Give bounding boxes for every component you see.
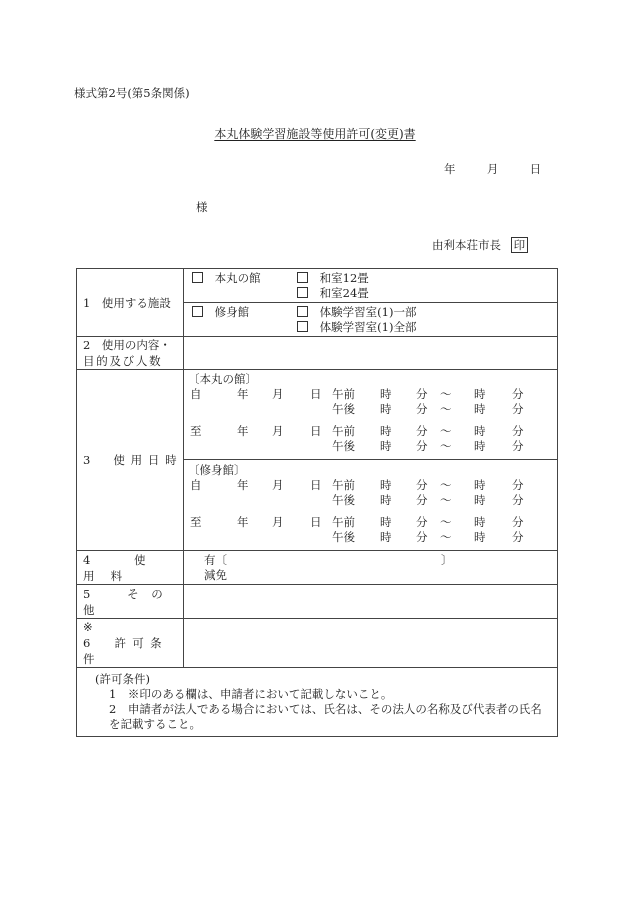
dates-s0-to-pm-hour-end: 時 xyxy=(474,439,486,453)
dates-s1-from-am-tilde: 〜 xyxy=(440,478,452,492)
dates-s0-from-pm-minute: 分 xyxy=(416,402,428,416)
dates-s0-to-label: 至 xyxy=(190,424,202,438)
dates-s1-to-pm-tilde: 〜 xyxy=(440,530,452,544)
dates-s1-from-day: 日 xyxy=(310,478,322,492)
dates-s1-to-day: 日 xyxy=(310,515,322,529)
content-label-line1: 2 使用の内容・ xyxy=(83,338,171,352)
dates-s0-from-pm-hour-end: 時 xyxy=(474,402,486,416)
dates-s0-to-pm-hour: 時 xyxy=(380,439,392,453)
dates-field[interactable] xyxy=(184,370,558,551)
date-month: 月 xyxy=(486,162,499,176)
conditions-label-text: 6 許可条件 xyxy=(83,636,168,666)
note-item-2: 2 申請者が法人である場合においては、氏名は、その法人の名称及び代表者の氏名を記載すること。 xyxy=(109,702,542,731)
form-number: 様式第2号(第5条関係) xyxy=(74,86,190,100)
dates-s0-to-pm-minute: 分 xyxy=(416,439,428,453)
dates-s0-from-day: 日 xyxy=(310,387,322,401)
other-label: 5 その他 xyxy=(77,585,184,619)
facility-honmaru xyxy=(184,269,558,303)
dates-s1-from-am-period: 午前 xyxy=(332,478,355,492)
permit-form-table xyxy=(76,268,558,737)
dates-label: 3 使用日時 xyxy=(77,370,184,551)
room-full-checkbox[interactable] xyxy=(297,321,308,332)
dates-s1-to-am-minute-end: 分 xyxy=(512,515,524,529)
dates-s1-to-pm-minute-end: 分 xyxy=(512,530,524,544)
conditions-mark: ※ xyxy=(83,620,93,634)
dates-s0-to-am-hour: 時 xyxy=(380,424,392,438)
dates-s1-from-pm-hour-end: 時 xyxy=(474,493,486,507)
dates-s1-from-pm-hour: 時 xyxy=(380,493,392,507)
document-title-text: 本丸体験学習施設等使用許可(変更)書 xyxy=(214,127,416,141)
conditions-field[interactable] xyxy=(184,619,558,668)
dates-s0-from-am-minute-end: 分 xyxy=(512,387,524,401)
dates-s0-to-month: 月 xyxy=(272,424,284,438)
notes-box xyxy=(77,668,558,737)
room-full-label: 体験学習室(1)全部 xyxy=(319,320,417,334)
dates-s1-to-am-hour-end: 時 xyxy=(474,515,486,529)
dates-s0-from-am-hour: 時 xyxy=(380,387,392,401)
dates-s1-to-pm-hour: 時 xyxy=(380,530,392,544)
dates-s1-to-month: 月 xyxy=(272,515,284,529)
dates-s1-from-label: 自 xyxy=(190,478,202,492)
dates-s0-to-pm-minute-end: 分 xyxy=(512,439,524,453)
dates-s0-from-label: 自 xyxy=(190,387,202,401)
other-field[interactable] xyxy=(184,585,558,619)
date-day: 日 xyxy=(529,162,542,176)
dates-s0-to-day: 日 xyxy=(310,424,322,438)
fee-bracket-close: 〕 xyxy=(441,553,453,567)
dates-section-0: 〔本丸の館〕 xyxy=(188,372,257,386)
issuer-name: 由利本荘市長 xyxy=(432,238,501,252)
dates-s0-from-am-hour-end: 時 xyxy=(474,387,486,401)
dates-s0-from-pm-hour: 時 xyxy=(380,402,392,416)
room-partial-checkbox[interactable] xyxy=(297,306,308,317)
dates-s1-to-pm-hour-end: 時 xyxy=(474,530,486,544)
dates-s1-to-am-minute: 分 xyxy=(416,515,428,529)
dates-s0-to-am-hour-end: 時 xyxy=(474,424,486,438)
dates-s0-from-am-period: 午前 xyxy=(332,387,355,401)
dates-s1-to-year: 年 xyxy=(237,515,249,529)
dates-s1-from-am-hour-end: 時 xyxy=(474,478,486,492)
room-partial-label: 体験学習室(1)一部 xyxy=(319,305,417,319)
content-label xyxy=(77,337,184,370)
dates-s0-from-pm-tilde: 〜 xyxy=(440,402,452,416)
issue-date xyxy=(444,161,541,177)
conditions-label xyxy=(77,619,184,668)
honmaru-checkbox[interactable] xyxy=(192,272,203,283)
washitsu12-label: 和室12畳 xyxy=(319,271,369,285)
dates-s1-to-am-tilde: 〜 xyxy=(440,515,452,529)
dates-s0-from-am-minute: 分 xyxy=(416,387,428,401)
shushin-name: 修身館 xyxy=(214,305,250,319)
fee-field[interactable] xyxy=(184,551,558,585)
dates-s1-from-pm-tilde: 〜 xyxy=(440,493,452,507)
note-item-1: 1 ※印のある欄は、申請者において記載しないこと。 xyxy=(109,687,393,701)
dates-s0-from-am-tilde: 〜 xyxy=(440,387,452,401)
notes-heading: (許可条件) xyxy=(95,672,150,686)
dates-s0-to-am-minute: 分 xyxy=(416,424,428,438)
dates-s0-from-month: 月 xyxy=(272,387,284,401)
seal-mark: 印 xyxy=(511,237,529,253)
washitsu12-checkbox[interactable] xyxy=(297,272,308,283)
dates-s0-to-am-tilde: 〜 xyxy=(440,424,452,438)
washitsu24-checkbox[interactable] xyxy=(297,287,308,298)
dates-section-1: 〔修身館〕 xyxy=(188,463,246,477)
dates-s1-to-am-period: 午前 xyxy=(332,515,355,529)
dates-s0-from-pm-period: 午後 xyxy=(332,402,355,416)
shushin-checkbox[interactable] xyxy=(192,306,203,317)
content-label-line2: 目的及び人数 xyxy=(83,354,163,368)
dates-s1-from-pm-period: 午後 xyxy=(332,493,355,507)
dates-s0-to-pm-tilde: 〜 xyxy=(440,439,452,453)
issuer xyxy=(432,237,528,253)
content-field[interactable] xyxy=(184,337,558,370)
dates-s1-from-pm-minute: 分 xyxy=(416,493,428,507)
washitsu24-label: 和室24畳 xyxy=(319,286,369,300)
dates-s0-to-am-period: 午前 xyxy=(332,424,355,438)
dates-s1-from-pm-minute-end: 分 xyxy=(512,493,524,507)
document-title xyxy=(0,125,630,142)
honmaru-name: 本丸の館 xyxy=(214,271,261,285)
facility-shushin xyxy=(184,303,558,337)
dates-s1-from-am-minute-end: 分 xyxy=(512,478,524,492)
facility-label: 1 使用する施設 xyxy=(77,269,184,337)
dates-s1-from-am-minute: 分 xyxy=(416,478,428,492)
dates-s1-from-month: 月 xyxy=(272,478,284,492)
fee-label: 4 使用料 xyxy=(77,551,184,585)
addressee: 様 xyxy=(196,200,208,214)
dates-s1-to-label: 至 xyxy=(190,515,202,529)
dates-s1-to-pm-period: 午後 xyxy=(332,530,355,544)
dates-divider xyxy=(184,459,557,460)
dates-s1-to-am-hour: 時 xyxy=(380,515,392,529)
dates-s1-from-am-hour: 時 xyxy=(380,478,392,492)
dates-s1-from-year: 年 xyxy=(237,478,249,492)
dates-s0-to-year: 年 xyxy=(237,424,249,438)
dates-s0-from-year: 年 xyxy=(237,387,249,401)
dates-s1-to-pm-minute: 分 xyxy=(416,530,428,544)
date-year: 年 xyxy=(444,162,456,176)
fee-yes: 有〔 xyxy=(204,553,227,567)
dates-s0-from-pm-minute-end: 分 xyxy=(512,402,524,416)
dates-s0-to-am-minute-end: 分 xyxy=(512,424,524,438)
dates-s0-to-pm-period: 午後 xyxy=(332,439,355,453)
fee-exempt: 減免 xyxy=(204,568,227,582)
